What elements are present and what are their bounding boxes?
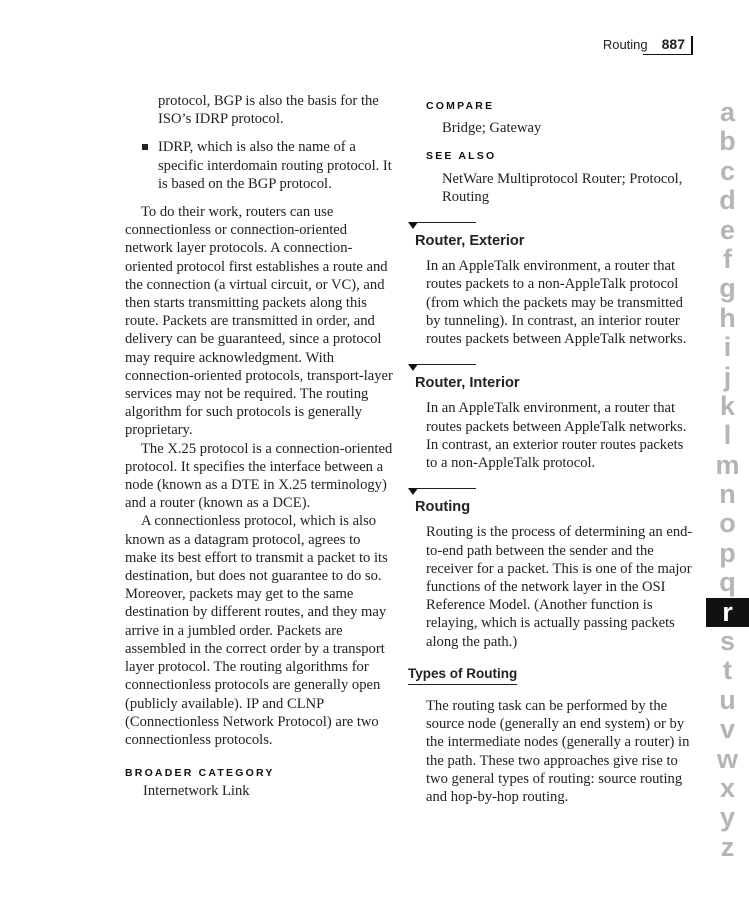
thumb-index-tab-f[interactable]: f xyxy=(723,243,732,274)
compare-label: COMPARE xyxy=(426,100,495,112)
paragraph-connectionless: A connectionless protocol, which is also known as a datagram protocol, agrees to make its best effort to transmit a packet to its destination, but does not guarantee to do so. Moreover, packets may get to the same destination by different routes, and they may arrive in a jumbled order. Packets are assembled in the correct order by a transport layer protocol. The routing algorithms for connectionless protocols are generally open (publicly available). IP and CLNP (Connectionless Network Protocol) are two connectionless protocols. xyxy=(125,513,388,748)
bullet-square-icon xyxy=(142,144,148,150)
thumb-index-tab-a[interactable]: a xyxy=(719,97,736,127)
thumb-index-tab-m[interactable]: m xyxy=(715,449,740,480)
broader-category-value: Internetwork Link xyxy=(143,783,250,800)
broader-category-label: BROADER CATEGORY xyxy=(125,767,275,780)
bullet-item xyxy=(125,138,395,193)
thumb-index-tab-h[interactable]: h xyxy=(719,302,736,333)
thumb-index-tab-q[interactable]: q xyxy=(719,567,736,598)
header-section-title: Routing xyxy=(602,37,648,52)
thumb-index-tab-s[interactable]: s xyxy=(719,626,736,657)
entry-title-router-exterior: Router, Exterior xyxy=(415,233,525,250)
right-column xyxy=(408,92,698,806)
thumb-index-tab-o[interactable]: o xyxy=(719,508,736,539)
thumb-index-tab-i[interactable]: i xyxy=(723,332,732,363)
paragraph-connection-oriented: To do their work, routers can use connectionless or connection-oriented network layer protocols. A connection-oriented protocol first establishes a route and the connection (a virtual circuit, or VC), and then starts transmitting packets along this route. Packets are transmitted in order, and delivery can be guaranteed, since a protocol may require acknowledgment. With connection-oriented protocols, transport-layer services may not be required. The routing algorithm for such protocols is generally proprietary. xyxy=(125,204,393,439)
left-column xyxy=(125,92,395,801)
paragraph-x25: The X.25 protocol is a connection-oriented protocol. It specifies the interface between a node (known as a DTE in X.25 terminology) and a router (known as a DCE). xyxy=(125,440,393,512)
compare-value: Bridge; Gateway xyxy=(442,120,542,137)
page-number: 887 xyxy=(662,36,693,54)
thumb-index-tab-b[interactable]: b xyxy=(719,126,736,157)
entry-divider xyxy=(408,488,698,496)
entry-text-routing: Routing is the process of determining an end-to-end path between the sender and the receiver for a packet. This is one of the major functions of the network layer in the OSI Reference Model. (Another function is relaying, which is actually passing packets along the path.) xyxy=(426,524,693,650)
see-also-value: NetWare Multiprotocol Router; Protocol, Routing xyxy=(442,170,683,205)
bullet-text: IDRP, which is also the name of a specific interdomain routing protocol. It is based on the BGP protocol. xyxy=(158,139,392,192)
running-header xyxy=(603,32,693,54)
thumb-index-tab-k[interactable]: k xyxy=(719,390,736,421)
types-of-routing-text: The routing task can be performed by the source node (generally an end system) or by the intermediate nodes (generally a router) in the path. These two approaches give rise to two general types of routing: source routing and hop-by-hop routing. xyxy=(426,698,690,806)
entry-divider xyxy=(408,364,698,372)
thumb-index-tab-l[interactable]: l xyxy=(723,420,732,451)
thumb-index-tab-t[interactable]: t xyxy=(723,655,732,686)
thumb-index-tab-n[interactable]: n xyxy=(719,479,736,510)
thumb-index-tab-d[interactable]: d xyxy=(719,185,736,216)
paragraph-continuation: protocol, BGP is also the basis for the ISO’s IDRP protocol. xyxy=(158,93,379,128)
entry-title-router-interior: Router, Interior xyxy=(415,375,520,392)
entry-title-routing: Routing xyxy=(415,499,471,516)
thumb-index-tab-v[interactable]: v xyxy=(719,714,736,745)
subheading-types-of-routing: Types of Routing xyxy=(408,665,517,685)
thumb-index-tab-x[interactable]: x xyxy=(719,772,736,803)
thumb-index-tab-j[interactable]: j xyxy=(723,361,732,392)
entry-text-router-interior: In an AppleTalk environment, a router that routes packets between AppleTalk networks. In contrast, an exterior router routes packets to a non-AppleTalk protocol. xyxy=(426,400,687,472)
thumb-index-tab-r[interactable]: r xyxy=(706,598,749,627)
thumb-index-tab-p[interactable]: p xyxy=(719,537,736,568)
thumb-index-tab-w[interactable]: w xyxy=(716,743,738,774)
thumb-index-tab-e[interactable]: e xyxy=(719,214,736,245)
thumb-index-tab-y[interactable]: y xyxy=(719,802,736,833)
triangle-marker-icon xyxy=(408,364,418,371)
thumb-index-tab-u[interactable]: u xyxy=(719,684,736,715)
entry-text-router-exterior: In an AppleTalk environment, a router that routes packets to a non-AppleTalk protocol (from which the packets may be transmitted by tunneling). In contrast, an interior router routes packets between AppleTalk networks. xyxy=(426,258,687,348)
thumb-index-tab-z[interactable]: z xyxy=(720,831,735,862)
entry-divider xyxy=(408,222,698,230)
thumb-index-tab-g[interactable]: g xyxy=(719,273,736,304)
triangle-marker-icon xyxy=(408,222,418,229)
header-rule xyxy=(643,54,693,55)
thumb-index-tab-c[interactable]: c xyxy=(719,155,736,186)
see-also-label: SEE ALSO xyxy=(426,150,497,163)
triangle-marker-icon xyxy=(408,488,418,495)
alphabet-thumb-index xyxy=(706,98,749,862)
